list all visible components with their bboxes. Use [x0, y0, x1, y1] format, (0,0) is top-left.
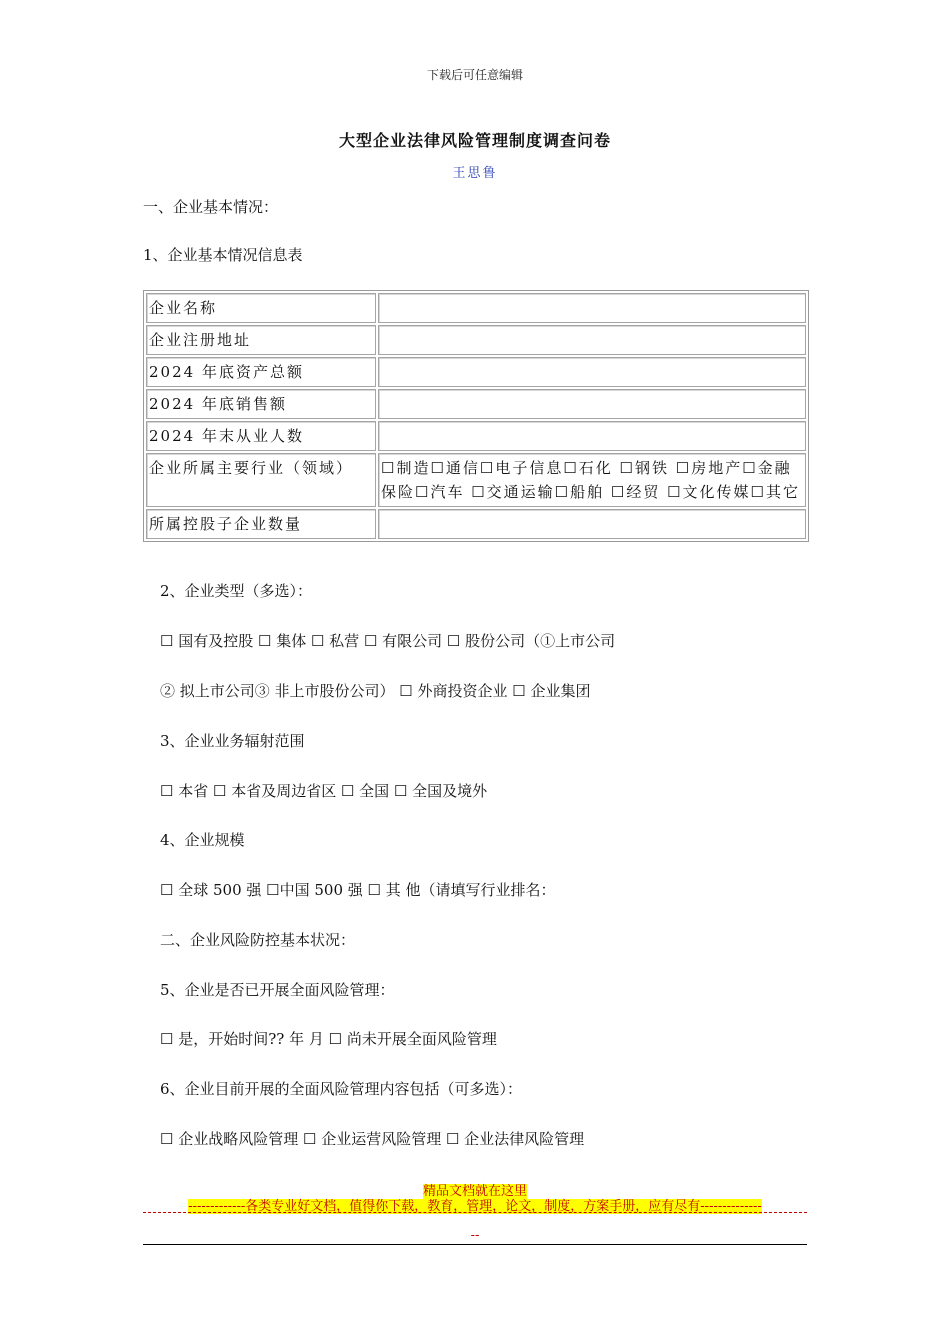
row-value[interactable] — [378, 293, 806, 323]
footer-dashed-divider — [143, 1212, 807, 1213]
footer-banner-title: 精品文档就在这里 — [422, 1184, 527, 1199]
section-risk-status: 二、企业风险防控基本状况： — [160, 931, 356, 949]
industry-checkboxes[interactable]: ☐制造☐通信☐电子信息☐石化 ☐钢铁 ☐房地产☐金融保险☐汽车 ☐交通运输☐船舶 ☐经贸 ☐文化传媒☐其它 — [378, 453, 806, 507]
table-row — [146, 325, 806, 355]
document-title: 大型企业法律风险管理制度调查问卷 — [338, 131, 611, 150]
footer-dash-tail: -- — [470, 1228, 480, 1243]
table-row — [146, 357, 806, 387]
info-table — [143, 290, 809, 542]
row-label: 企业所属主要行业（领域） — [146, 453, 376, 507]
row-label: 2024 年底销售额 — [146, 389, 376, 419]
row-value[interactable] — [378, 389, 806, 419]
question-2-options-b[interactable]: ② 拟上市公司③ 非上市股份公司） ☐ 外商投资企业 ☐ 企业集团 — [160, 682, 591, 700]
row-label: 企业名称 — [146, 293, 376, 323]
row-label: 2024 年底资产总额 — [146, 357, 376, 387]
row-value[interactable] — [378, 509, 806, 539]
question-4: 4、企业规模 — [160, 831, 245, 849]
question-5: 5、企业是否已开展全面风险管理： — [160, 981, 395, 999]
row-value[interactable] — [378, 357, 806, 387]
row-label: 所属控股子企业数量 — [146, 509, 376, 539]
question-3: 3、企业业务辐射范围 — [160, 732, 305, 750]
header-note: 下载后可任意编辑 — [426, 68, 523, 82]
row-label: 2024 年末从业人数 — [146, 421, 376, 451]
question-1: 1、企业基本情况信息表 — [143, 246, 303, 264]
question-3-options[interactable]: ☐ 本省 ☐ 本省及周边省区 ☐ 全国 ☐ 全国及境外 — [160, 782, 488, 800]
question-5-options[interactable]: ☐ 是，开始时间?? 年 月 ☐ 尚未开展全面风险管理 — [160, 1030, 497, 1048]
table-row — [146, 453, 806, 507]
row-value[interactable] — [378, 325, 806, 355]
question-6: 6、企业目前开展的全面风险管理内容包括（可多选）： — [160, 1080, 523, 1098]
table-row — [146, 293, 806, 323]
row-value[interactable] — [378, 421, 806, 451]
table-row — [146, 389, 806, 419]
question-2-options-a[interactable]: ☐ 国有及控股 ☐ 集体 ☐ 私营 ☐ 有限公司 ☐ 股份公司（①上市公司 — [160, 632, 616, 650]
footer-banner-tagline: -------------各类专业好文档，值得你下载，教育，管理，论文，制度，方案手册，应有尽有-------------- — [188, 1199, 762, 1214]
table-row — [146, 509, 806, 539]
row-label: 企业注册地址 — [146, 325, 376, 355]
question-4-options[interactable]: ☐ 全球 500 强 ☐中国 500 强 ☐ 其 他（请填写行业排名： — [160, 881, 556, 899]
footer-rule — [143, 1244, 807, 1245]
question-6-options[interactable]: ☐ 企业战略风险管理 ☐ 企业运营风险管理 ☐ 企业法律风险管理 — [160, 1130, 585, 1148]
question-2: 2、企业类型（多选）： — [160, 582, 313, 600]
section-basic-info: 一、企业基本情况： — [143, 198, 279, 216]
table-row — [146, 421, 806, 451]
author: 王思鲁 — [452, 166, 498, 181]
